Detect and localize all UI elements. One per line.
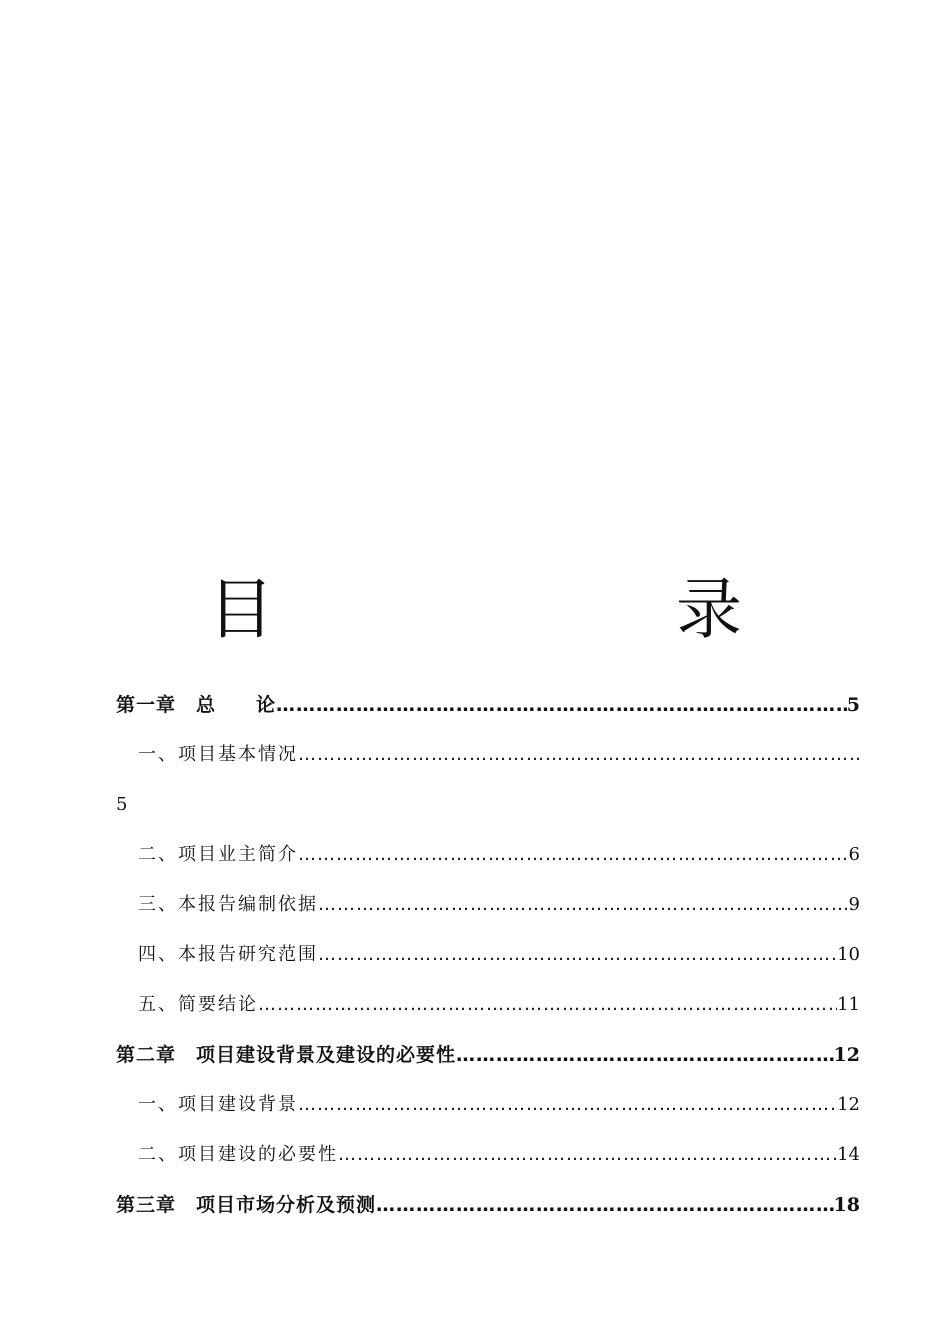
toc-entry-page: 10 xyxy=(837,944,860,965)
toc-entry-page: 9 xyxy=(848,894,860,915)
toc-entry-label: 一、项目基本情况 xyxy=(138,744,298,765)
toc-entry-label: 第三章 项目市场分析及预测 xyxy=(116,1194,377,1216)
dot-leader xyxy=(276,680,847,730)
dot-leader xyxy=(456,1030,834,1080)
toc-entry-label: 五、简要结论 xyxy=(138,994,258,1015)
table-of-contents xyxy=(116,680,860,1230)
toc-entry-label: 二、项目业主简介 xyxy=(138,844,298,865)
toc-entry[interactable] xyxy=(116,1180,860,1230)
toc-entry[interactable] xyxy=(116,1080,860,1130)
dot-leader xyxy=(298,830,849,880)
dot-leader xyxy=(318,930,837,980)
toc-entry-label: 二、项目建设的必要性 xyxy=(138,1144,338,1165)
toc-entry[interactable] xyxy=(116,1030,860,1080)
toc-entry[interactable] xyxy=(116,830,860,880)
toc-entry-page: 12 xyxy=(837,1094,860,1115)
toc-entry[interactable] xyxy=(116,980,860,1030)
dot-leader xyxy=(318,880,849,930)
dot-leader xyxy=(376,1180,834,1230)
toc-entry[interactable] xyxy=(116,1130,860,1180)
toc-entry-label: 第一章 总 论 xyxy=(116,694,277,716)
toc-title: 目 录 xyxy=(208,571,832,648)
toc-entry-label: 一、项目建设背景 xyxy=(138,1094,298,1115)
toc-entry-page: 14 xyxy=(837,1144,860,1165)
toc-entry-page-wrapped: 5 xyxy=(116,794,128,815)
toc-entry[interactable] xyxy=(116,730,860,780)
toc-entry-label: 三、本报告编制依据 xyxy=(138,894,318,915)
toc-entry-label: 第二章 项目建设背景及建设的必要性 xyxy=(116,1044,457,1066)
toc-entry-page: 12 xyxy=(833,1044,860,1066)
dot-leader xyxy=(298,1080,837,1130)
dot-leader xyxy=(338,1130,837,1180)
toc-entry-label: 四、本报告研究范围 xyxy=(138,944,318,965)
toc-entry-page: 6 xyxy=(848,844,860,865)
toc-entry-page: 18 xyxy=(833,1194,860,1216)
dot-leader xyxy=(298,730,860,780)
dot-leader xyxy=(258,980,837,1030)
toc-entry[interactable] xyxy=(116,880,860,930)
toc-entry-page: 11 xyxy=(837,994,860,1015)
toc-entry-page: 5 xyxy=(846,694,860,716)
toc-entry[interactable] xyxy=(116,930,860,980)
toc-entry[interactable] xyxy=(116,680,860,730)
